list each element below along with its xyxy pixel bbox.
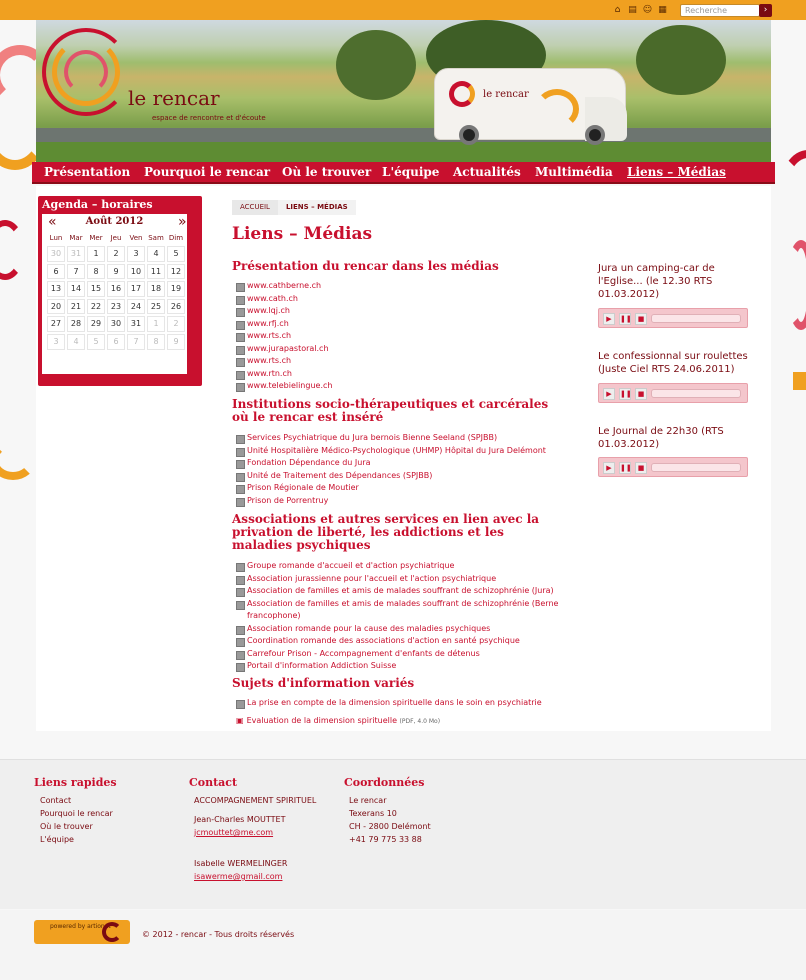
calendar-day[interactable]: 13 [47, 281, 65, 297]
list-item-link[interactable]: Prison Régionale de Moutier [236, 482, 566, 495]
badge-text: powered by artionet [50, 923, 111, 930]
link-list [236, 697, 566, 710]
media-title: Le confessionnal sur roulettes (Juste Ciel RTS 24.06.2011) [598, 351, 748, 375]
calendar-day[interactable]: 2 [167, 316, 185, 332]
calendar [42, 214, 187, 374]
calendar-grid [46, 245, 186, 351]
list-item-link[interactable]: www.rfj.ch [236, 318, 566, 331]
calendar-day[interactable]: 3 [47, 334, 65, 350]
calendar-day[interactable]: 19 [167, 281, 185, 297]
contact-email[interactable]: jcmouttet@me.com [194, 828, 274, 837]
tree [336, 30, 416, 100]
logo-ring [64, 50, 108, 94]
weekday-label: Mar [69, 234, 83, 242]
pause-icon[interactable]: ❚❚ [620, 315, 632, 323]
list-item-link[interactable]: www.telebielingue.ch [236, 380, 566, 393]
list-item-link[interactable]: Association jurassienne pour l'accueil et l'action psychiatrique [236, 573, 566, 586]
list-item-link[interactable]: www.rts.ch [236, 330, 566, 343]
nav-equipe[interactable]: L'équipe [382, 165, 440, 179]
calendar-day[interactable]: 31 [67, 246, 85, 262]
pdf-meta: (PDF, 4.0 Mo) [399, 718, 441, 725]
quick-link[interactable]: Où le trouver [40, 822, 93, 831]
calendar-day[interactable]: 1 [147, 316, 165, 332]
calendar-day[interactable]: 6 [47, 264, 65, 280]
list-item-link[interactable]: www.rts.ch [236, 355, 566, 368]
logo-subtitle: espace de rencontre et d'écoute [152, 114, 266, 122]
play-icon[interactable]: ▶ [603, 388, 615, 400]
audio-player[interactable] [598, 383, 748, 403]
stop-icon[interactable]: ■ [635, 462, 647, 474]
weekday-label: Jeu [110, 234, 122, 242]
calendar-day[interactable]: 30 [47, 246, 65, 262]
quick-link[interactable]: Contact [40, 796, 72, 805]
calendar-day[interactable]: 4 [67, 334, 85, 350]
coord-line: Texerans 10 [349, 809, 397, 818]
progress-bar[interactable] [651, 389, 741, 398]
media-title: Le Journal de 22h30 (RTS 01.03.2012) [598, 426, 724, 450]
breadcrumb [232, 200, 356, 215]
calendar-day[interactable]: 28 [67, 316, 85, 332]
camper-logo-text: le rencar [483, 89, 529, 100]
wheel [459, 125, 479, 145]
list-item-link[interactable]: www.lqj.ch [236, 305, 566, 318]
list-item-link[interactable]: Unité de Traitement des Dépendances (SPJBB) [236, 470, 566, 483]
calendar-day[interactable]: 23 [107, 299, 125, 315]
list-item-link[interactable]: Unité Hospitalière Médico-Psychologique (UHMP) Hôpital du Jura Delémont [236, 445, 566, 458]
list-item-link[interactable]: Coordination romande des associations d'action en santé psychique [236, 635, 566, 648]
agenda-sidebar [38, 196, 202, 386]
list-item-link[interactable]: www.cathberne.ch [236, 280, 566, 293]
audio-player[interactable] [598, 308, 748, 328]
list-item-link[interactable]: Services Psychiatrique du Jura bernois Bienne Seeland (SPJBB) [236, 432, 566, 445]
camper-arc [535, 89, 579, 129]
top-icons [612, 5, 668, 16]
search-input[interactable]: Recherche [680, 4, 760, 17]
calendar-day[interactable]: 5 [87, 334, 105, 350]
print-icon[interactable]: ▤ [628, 5, 637, 15]
calendar-day[interactable]: 21 [67, 299, 85, 315]
calendar-day[interactable]: 31 [127, 316, 145, 332]
calendar-day[interactable]: 26 [167, 299, 185, 315]
pdf-icon: ▣ [236, 716, 244, 725]
audio-player[interactable] [598, 457, 748, 477]
agenda-title: Agenda – horaires [42, 198, 153, 211]
link-list [236, 432, 566, 507]
nav-ou-le-trouver[interactable]: Où le trouver [282, 165, 372, 179]
section-title: Institutions socio-thérapeutiques et carcérales où le rencar est inséré [232, 397, 549, 424]
calendar-day[interactable]: 11 [147, 264, 165, 280]
calendar-day[interactable]: 7 [127, 334, 145, 350]
weekday-label: Sam [148, 234, 164, 242]
main-nav [32, 162, 775, 184]
nav-multimedia[interactable]: Multimédia [535, 165, 613, 179]
stop-icon[interactable]: ■ [635, 388, 647, 400]
list-item-link[interactable]: La prise en compte de la dimension spirituelle dans le soin en psychiatrie [236, 697, 566, 710]
contact-name: Jean-Charles MOUTTET [194, 815, 286, 824]
calendar-day[interactable]: 10 [127, 264, 145, 280]
pause-icon[interactable]: ❚❚ [620, 390, 632, 398]
calendar-weekdays [46, 234, 186, 242]
calendar-day[interactable]: 24 [127, 299, 145, 315]
calendar-month: Août 2012 [85, 216, 144, 227]
breadcrumb-home[interactable]: ACCUEIL [232, 200, 278, 215]
calendar-day[interactable]: 17 [127, 281, 145, 297]
list-item-link[interactable]: Groupe romande d'accueil et d'action psychiatrique [236, 560, 566, 573]
coord-line: +41 79 775 33 88 [349, 835, 422, 844]
section-title: Sujets d'information variés [232, 676, 415, 690]
list-item-link[interactable]: Fondation Dépendance du Jura [236, 457, 566, 470]
logo[interactable] [42, 28, 132, 118]
calendar-day[interactable]: 4 [147, 246, 165, 262]
calendar-day[interactable]: 3 [127, 246, 145, 262]
list-item-link[interactable]: www.rtn.ch [236, 368, 566, 381]
link-list [236, 280, 566, 393]
calendar-day[interactable]: 30 [107, 316, 125, 332]
quick-link[interactable]: Pourquoi le rencar [40, 809, 113, 818]
list-item-link[interactable]: Association romande pour la cause des maladies psychiques [236, 623, 566, 636]
calendar-day[interactable]: 9 [107, 264, 125, 280]
decorative-arc [778, 150, 806, 240]
decorative-arc [0, 220, 25, 280]
contact-block [194, 794, 316, 883]
calendar-day[interactable]: 7 [67, 264, 85, 280]
coordinates [349, 794, 431, 846]
weekday-label: Mer [89, 234, 103, 242]
home-icon[interactable]: ⌂ [614, 5, 621, 15]
progress-bar[interactable] [651, 463, 741, 472]
link-list [236, 560, 566, 673]
coord-line: Le rencar [349, 796, 387, 805]
list-item-link[interactable]: Carrefour Prison - Accompagnement d'enfants de détenus [236, 648, 566, 661]
camper-logo [449, 81, 475, 107]
coord-line: CH - 2800 Delémont [349, 822, 431, 831]
weekday-label: Dim [168, 234, 184, 242]
pdf-label: Evaluation de la dimension spirituelle [246, 716, 397, 725]
decorative-block [793, 372, 806, 390]
pdf-link[interactable] [236, 716, 440, 725]
section-title: Associations et autres services en lien avec la privation de liberté, les addictions et les maladies psychiques [232, 512, 540, 552]
list-item-link[interactable]: www.jurapastoral.ch [236, 343, 566, 356]
grass [36, 142, 771, 162]
play-icon[interactable]: ▶ [603, 313, 615, 325]
quick-link[interactable]: L'équipe [40, 835, 74, 844]
camper-van-image [434, 68, 626, 140]
nav-presentation[interactable]: Présentation [44, 165, 131, 179]
calendar-day[interactable]: 8 [147, 334, 165, 350]
powered-by-badge[interactable] [34, 920, 130, 944]
list-item-link[interactable]: www.cath.ch [236, 293, 566, 306]
calendar-day[interactable]: 12 [167, 264, 185, 280]
calendar-day[interactable]: 6 [107, 334, 125, 350]
sitemap-icon[interactable]: ▦ [658, 5, 667, 15]
footer-quick-title: Liens rapides [34, 776, 117, 789]
calendar-day[interactable]: 20 [47, 299, 65, 315]
nav-liens-medias[interactable]: Liens – Médias [627, 165, 726, 179]
nav-actualites[interactable]: Actualités [453, 165, 521, 179]
list-item-link[interactable]: Portail d'information Addiction Suisse [236, 660, 566, 673]
progress-bar[interactable] [651, 314, 741, 323]
list-item-link[interactable]: Association de familles et amis de malades souffrant de schizophrénie (Jura) [236, 585, 566, 598]
contact-org: ACCOMPAGNEMENT SPIRITUEL [194, 796, 317, 805]
contact-name: Isabelle WERMELINGER [194, 859, 288, 868]
nav-pourquoi[interactable]: Pourquoi le rencar [144, 165, 271, 179]
list-item-link[interactable]: Association de familles et amis de malades souffrant de schizophrénie (Berne francophone) [236, 598, 566, 623]
footer-coord-title: Coordonnées [344, 776, 425, 789]
footer [0, 759, 806, 909]
person-icon[interactable]: ☺ [642, 5, 653, 15]
search-button[interactable]: › [759, 4, 772, 17]
calendar-day[interactable]: 16 [107, 281, 125, 297]
stop-icon[interactable]: ■ [635, 313, 647, 325]
breadcrumb-current: LIENS – MÉDIAS [278, 200, 356, 215]
calendar-day[interactable]: 9 [167, 334, 185, 350]
footer-contact-title: Contact [189, 776, 238, 789]
list-item-link[interactable]: Prison de Porrentruy [236, 495, 566, 508]
tree [636, 25, 726, 95]
copyright: © 2012 - rencar - Tous droits réservés [142, 930, 295, 939]
calendar-day[interactable]: 14 [67, 281, 85, 297]
calendar-prev-button[interactable]: « [48, 214, 57, 230]
section-title: Présentation du rencar dans les médias [232, 259, 499, 273]
calendar-next-button[interactable]: » [178, 214, 187, 230]
calendar-day[interactable]: 1 [87, 246, 105, 262]
calendar-day[interactable]: 2 [107, 246, 125, 262]
pause-icon[interactable]: ❚❚ [620, 464, 632, 472]
decorative-arc [786, 240, 806, 330]
contact-email[interactable]: isawerme@gmail.com [194, 872, 283, 881]
media-title: Jura un camping-car de l'Eglise... (le 12.30 RTS 01.03.2012) [598, 263, 715, 300]
road [36, 128, 771, 142]
wheel [585, 125, 605, 145]
calendar-day[interactable]: 5 [167, 246, 185, 262]
calendar-day[interactable]: 22 [87, 299, 105, 315]
calendar-day[interactable]: 27 [47, 316, 65, 332]
decorative-arc [0, 440, 36, 480]
calendar-day[interactable]: 8 [87, 264, 105, 280]
page-title: Liens – Médias [232, 224, 373, 244]
calendar-day[interactable]: 29 [87, 316, 105, 332]
play-icon[interactable]: ▶ [603, 462, 615, 474]
quick-links [40, 794, 113, 846]
weekday-label: Ven [129, 234, 143, 242]
badge-logo-icon [102, 922, 122, 942]
calendar-day[interactable]: 15 [87, 281, 105, 297]
logo-text[interactable]: le rencar [128, 86, 220, 110]
calendar-day[interactable]: 18 [147, 281, 165, 297]
weekday-label: Lun [49, 234, 63, 242]
calendar-day[interactable]: 25 [147, 299, 165, 315]
